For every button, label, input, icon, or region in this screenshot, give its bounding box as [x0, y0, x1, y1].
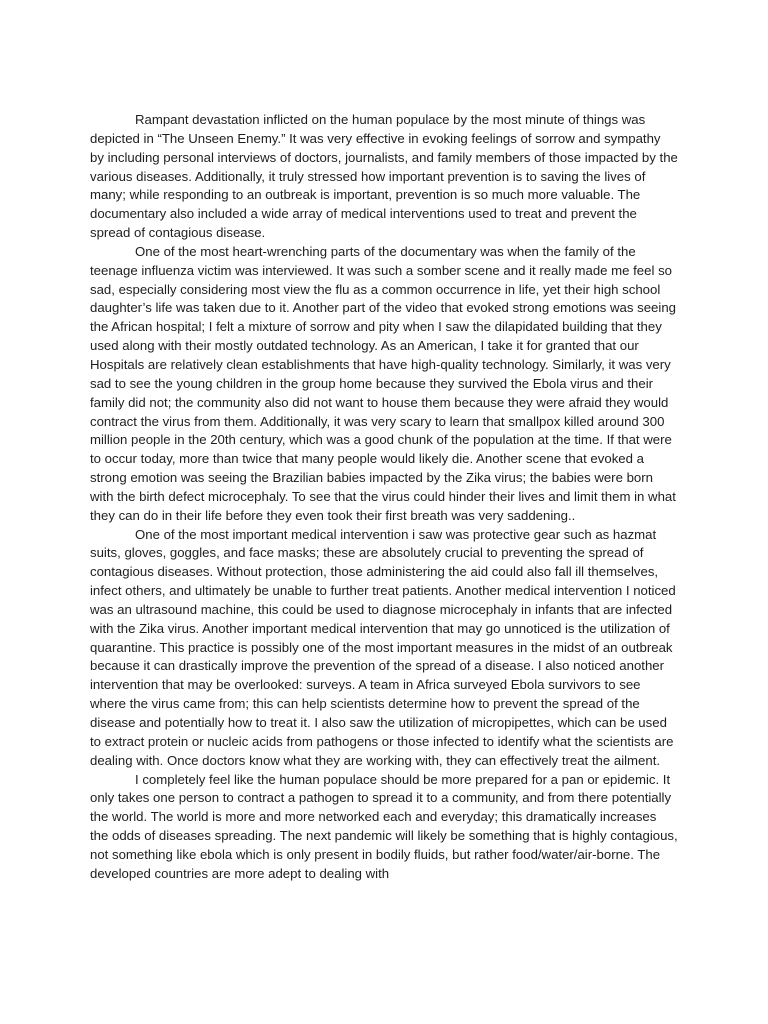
paragraph-medical-interventions: One of the most important medical intervention i saw was protective gear such as hazmat suits, gloves, goggles, and face masks; these are absolutely crucial to preventing the spread of contagious diseases. Without protection, those administering the aid could also fall ill themselves, infect others, and ultimately be unable to further treat patients. Another medical intervention I noticed was an ultrasound machine, this could be used to diagnose microcephaly in infants that are infected with the Zika virus. Another important medical intervention that may go unnoticed is the utilization of quarantine. This practice is possibly one of the most important measures in the midst of an outbreak because it can drastically improve the prevention of the spread of a disease. I also noticed another intervention that may be overlooked: surveys. A team in Africa surveyed Ebola survivors to see where the virus came from; this can help scientists determine how to prevent the spread of the disease and potentially how to treat it. I also saw the utilization of micropipettes, which can be used to extract protein or nucleic acids from pathogens or those infected to identify what the scientists are dealing with. Once doctors know what they are working with, they can effectively treat the ailment.	[90, 526, 676, 768]
paragraph-preparedness: I completely feel like the human populace should be more prepared for a pan or epidemic. It only takes one person to contract a pathogen to spread it to a community, and from there potentially the world. The world is more and more networked each and everyday; this dramatically increases the odds of diseases spreading. The next pandemic will likely be something that is highly contagious, not something like ebola which is only present in bodily fluids, but rather food/water/air-borne. The developed countries are more adept to dealing with	[90, 771, 678, 881]
paragraph-emotional-scenes: One of the most heart-wrenching parts of the documentary was when the family of the teenage influenza victim was interviewed. It was such a somber scene and it really made me feel so sad, especially considering most view the flu as a common occurrence in life, yet their high school daughter’s life was taken due to it. Another part of the video that evoked strong emotions was seeing the African hospital; I felt a mixture of sorrow and pity when I saw the dilapidated building that they used along with their mostly outdated technology. As an American, I take it for granted that our Hospitals are relatively clean establishments that have high-quality technology. Similarly, it was very sad to see the young children in the group home because they survived the Ebola virus and their family did not; the community also did not want to house them because they were afraid they would contract the virus from them. Additionally, it was very scary to learn that smallpox killed around 300 million people in the 20th century, which was a good chunk of the population at the time. If that were to occur today, more than twice that many people would likely die. Another scene that evoked a strong emotion was seeing the Brazilian babies impacted by the Zika virus; the babies were born with the birth defect microcephaly. To see that the virus could hinder their lives and limit them in what they can do in their life before they even took their first breath was very saddening..	[90, 243, 676, 523]
paragraph-intro: Rampant devastation inflicted on the human populace by the most minute of things was depicted in “The Unseen Enemy.” It was very effective in evoking feelings of sorrow and sympathy by including personal interviews of doctors, journalists, and family members of those impacted by the various diseases. Additionally, it truly stressed how important prevention is to saving the lives of many; while responding to an outbreak is important, prevention is so much more valuable. The documentary also included a wide array of medical interventions used to treat and prevent the spread of contagious disease.	[90, 112, 678, 241]
essay-body	[90, 111, 678, 884]
